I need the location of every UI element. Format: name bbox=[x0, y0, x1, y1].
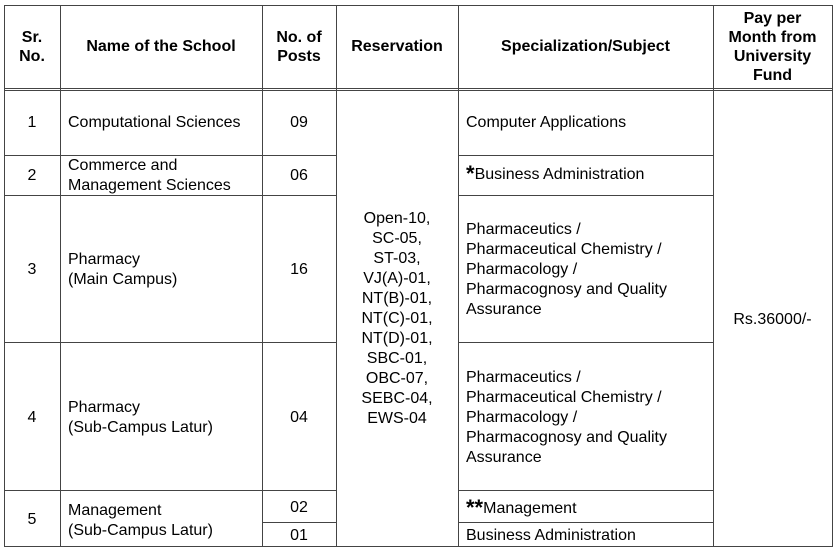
row1-sr: 1 bbox=[27, 114, 37, 131]
rule-bottom bbox=[4, 546, 833, 547]
footnote-mark-double: ** bbox=[466, 495, 484, 520]
row4-sr: 4 bbox=[27, 409, 37, 426]
rule-row5-split bbox=[262, 522, 336, 523]
row4-school: Pharmacy (Sub-Campus Latur) bbox=[68, 399, 213, 436]
header-reservation: Reservation bbox=[351, 38, 443, 55]
rule-top bbox=[4, 5, 833, 6]
col-rule-5 bbox=[713, 5, 714, 547]
row3-posts: 16 bbox=[290, 261, 308, 278]
row2-school: Commerce and Management Sciences bbox=[68, 157, 231, 194]
header-specialization: Specialization/Subject bbox=[501, 38, 670, 55]
row3-school: Pharmacy (Main Campus) bbox=[68, 251, 178, 288]
row2-sr: 2 bbox=[27, 167, 37, 184]
row5-spec-a: Management bbox=[483, 500, 577, 517]
rule-row4 bbox=[4, 490, 336, 491]
row4-posts: 04 bbox=[290, 409, 308, 426]
col-rule-1 bbox=[60, 5, 61, 547]
header-school: Name of the School bbox=[86, 38, 236, 55]
row5-posts-b: 01 bbox=[290, 527, 308, 544]
pay-amount: Rs.36000/- bbox=[733, 311, 812, 328]
rule-row5-split-spec bbox=[458, 522, 713, 523]
rule-row2-spec bbox=[458, 195, 713, 196]
rule-row3 bbox=[4, 342, 336, 343]
rule-row4-spec bbox=[458, 490, 713, 491]
row5-posts-a: 02 bbox=[290, 499, 308, 516]
row3-sr: 3 bbox=[27, 261, 37, 278]
row4-spec: Pharmaceutics / Pharmaceutical Chemistry / Pharmacology / Pharmacognosy and Quality Assurance bbox=[466, 369, 667, 466]
row2-spec: Business Administration bbox=[474, 166, 645, 183]
row5-spec-a-cell bbox=[466, 495, 577, 520]
row5-school: Management (Sub-Campus Latur) bbox=[68, 502, 213, 539]
row1-school: Computational Sciences bbox=[68, 114, 241, 131]
col-rule-6 bbox=[832, 5, 833, 547]
row3-spec: Pharmaceutics / Pharmaceutical Chemistry / Pharmacology / Pharmacognosy and Quality Assurance bbox=[466, 221, 667, 318]
rule-row3-spec bbox=[458, 342, 713, 343]
row5-sr: 5 bbox=[27, 511, 37, 528]
rule-header-bottom-2 bbox=[4, 90, 833, 91]
col-rule-4 bbox=[458, 5, 459, 547]
header-pay: Pay per Month from University Fund bbox=[728, 10, 817, 84]
row2-posts: 06 bbox=[290, 167, 308, 184]
header-sr: Sr. No. bbox=[19, 29, 45, 65]
row5-spec-b: Business Administration bbox=[466, 527, 636, 544]
row2-spec-cell bbox=[466, 161, 645, 186]
rule-header-bottom bbox=[4, 88, 833, 89]
reservation-list: Open-10, SC-05, ST-03, VJ(A)-01, NT(B)-01, NT(C)-01, NT(D)-01, SBC-01, OBC-07, SEBC-04, EWS-04 bbox=[361, 210, 433, 427]
rule-row1-spec bbox=[458, 155, 713, 156]
row1-posts: 09 bbox=[290, 114, 308, 131]
row1-spec: Computer Applications bbox=[466, 114, 627, 131]
footnote-mark: * bbox=[466, 161, 475, 186]
header-posts: No. of Posts bbox=[276, 29, 322, 65]
